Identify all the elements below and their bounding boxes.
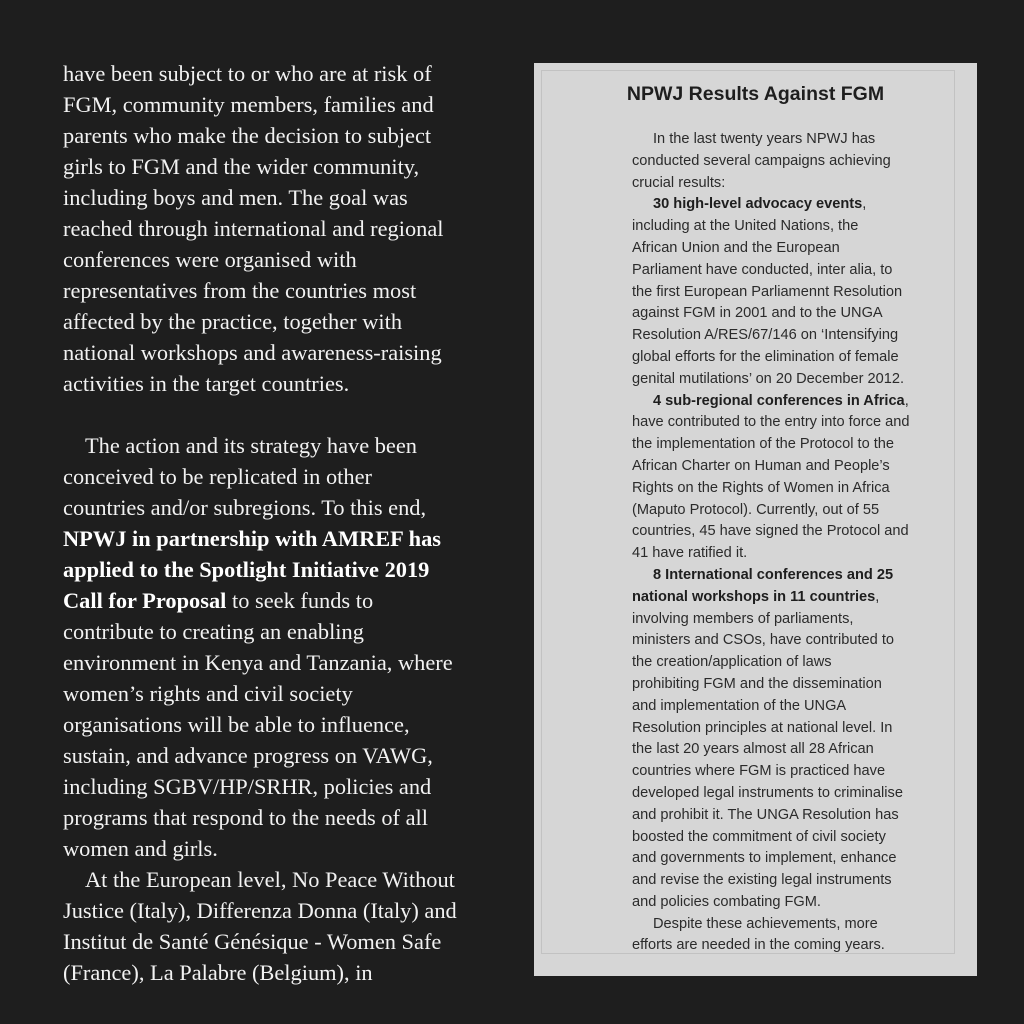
result-heading-international-conferences: 8 International conferences and 25 xyxy=(653,566,894,583)
text-line: (Maputo Protocol). Currently, out of 55 xyxy=(632,501,880,518)
text-line: 41 have ratified it. xyxy=(632,545,748,562)
text-line: African Union and the European xyxy=(632,239,840,256)
text-line: efforts are needed in the coming years. xyxy=(632,937,885,954)
text-line: against FGM in 2001 and to the UNGA xyxy=(632,305,883,322)
text-line: and revise the existing legal instruments xyxy=(632,872,892,889)
text-line: sustain, and advance progress on VAWG, xyxy=(63,743,433,768)
text-line: Resolution principles at national level. In xyxy=(632,719,893,736)
text-line: women’s rights and civil society xyxy=(63,681,353,706)
result-heading-national-workshops: national workshops in 11 countries xyxy=(632,588,876,605)
text-line: developed legal instruments to criminalise xyxy=(632,784,903,801)
text-line: countries where FGM is practiced have xyxy=(632,763,886,780)
text-line: girls to FGM and the wider community, xyxy=(63,154,420,179)
paragraph-spacer xyxy=(63,399,513,430)
text-line: In the last twenty years NPWJ has xyxy=(653,131,876,147)
text-fragment: , xyxy=(875,588,880,605)
text-line: Institut de Santé Génésique - Women Safe xyxy=(63,929,442,954)
text-line: programs that respond to the needs of all xyxy=(63,805,428,830)
text-line: countries, 45 have signed the Protocol and xyxy=(632,523,909,540)
bold-text-line: NPWJ in partnership with AMREF has xyxy=(63,526,441,551)
text-line: and governments to implement, enhance xyxy=(632,850,897,867)
paragraph-european-level xyxy=(63,864,513,988)
result-heading-subregional-conferences: 4 sub-regional conferences in Africa xyxy=(653,392,905,409)
sidebar-title: NPWJ Results Against FGM xyxy=(626,83,885,105)
text-line: genital mutilations’ on 20 December 2012. xyxy=(632,370,905,387)
text-line: including boys and men. The goal was xyxy=(63,185,408,210)
text-line: including at the United Nations, the xyxy=(632,218,859,235)
results-sidebar-box xyxy=(534,63,977,976)
text-line: including SGBV/HP/SRHR, policies and xyxy=(63,774,432,799)
text-line: environment in Kenya and Tanzania, where xyxy=(63,650,453,675)
text-line: the creation/application of laws xyxy=(632,654,832,671)
text-line: boosted the commitment of civil society xyxy=(632,828,886,845)
text-line: (France), La Palabre (Belgium), in xyxy=(63,960,373,985)
text-line: conceived to be replicated in other xyxy=(63,464,372,489)
text-line: national workshops and awareness-raising xyxy=(63,340,442,365)
text-line: global efforts for the elimination of female xyxy=(632,348,899,365)
text-line: activities in the target countries. xyxy=(63,371,350,396)
paragraph-fgm-target-groups xyxy=(63,58,513,399)
text-line: Rights on the Rights of Women in Africa xyxy=(632,479,890,496)
main-text-column xyxy=(63,58,513,988)
result-heading-advocacy-events: 30 high-level advocacy events xyxy=(653,196,863,213)
text-line: African Charter on Human and People’s xyxy=(632,457,890,474)
paragraph-spotlight-initiative xyxy=(63,430,513,864)
text-line: At the European level, No Peace Without xyxy=(85,867,455,892)
bold-text-line: Call for Proposal xyxy=(63,588,227,613)
text-line: Justice (Italy), Differenza Donna (Italy) and xyxy=(63,898,457,923)
text-line: ministers and CSOs, have contributed to xyxy=(632,632,895,649)
text-line: Despite these achievements, more xyxy=(653,915,878,932)
text-line: have been subject to or who are at risk of xyxy=(63,61,432,86)
text-line: the last 20 years almost all 28 African xyxy=(632,741,874,758)
text-line: countries and/or subregions. To this end, xyxy=(63,495,427,520)
text-line: and implementation of the UNGA xyxy=(632,697,847,714)
text-fragment: , xyxy=(862,196,867,213)
text-line: organisations will be able to influence, xyxy=(63,712,410,737)
text-line: and prohibit it. The UNGA Resolution has xyxy=(632,806,899,823)
text-line: representatives from the countries most xyxy=(63,278,417,303)
text-line: contribute to creating an enabling xyxy=(63,619,364,644)
text-line: have contributed to the entry into force and xyxy=(632,414,910,431)
text-line: The action and its strategy have been xyxy=(85,433,418,458)
text-line: parents who make the decision to subject xyxy=(63,123,432,148)
bold-text-line: applied to the Spotlight Initiative 2019 xyxy=(63,557,430,582)
text-line: conferences were organised with xyxy=(63,247,357,272)
text-line: reached through international and regional xyxy=(63,216,444,241)
text-line: conducted several campaigns achieving xyxy=(632,152,891,169)
text-line: the first European Parliamennt Resolution xyxy=(632,283,903,300)
text-line: crucial results: xyxy=(632,174,726,191)
text-line: prohibiting FGM and the dissemination xyxy=(632,675,882,692)
text-line: involving members of parliaments, xyxy=(632,610,854,627)
text-line: the implementation of the Protocol to the xyxy=(632,436,895,453)
sidebar-body xyxy=(632,129,950,957)
text-line: Parliament have conducted, inter alia, to xyxy=(632,261,893,278)
text-line: FGM, community members, families and xyxy=(63,92,434,117)
text-line: affected by the practice, together with xyxy=(63,309,403,334)
text-fragment: to seek funds to xyxy=(226,588,374,613)
text-line: and policies combating FGM. xyxy=(632,893,821,910)
text-fragment: , xyxy=(904,392,909,409)
text-line: Resolution A/RES/67/146 on ‘Intensifying xyxy=(632,327,899,344)
text-line: women and girls. xyxy=(63,836,218,861)
